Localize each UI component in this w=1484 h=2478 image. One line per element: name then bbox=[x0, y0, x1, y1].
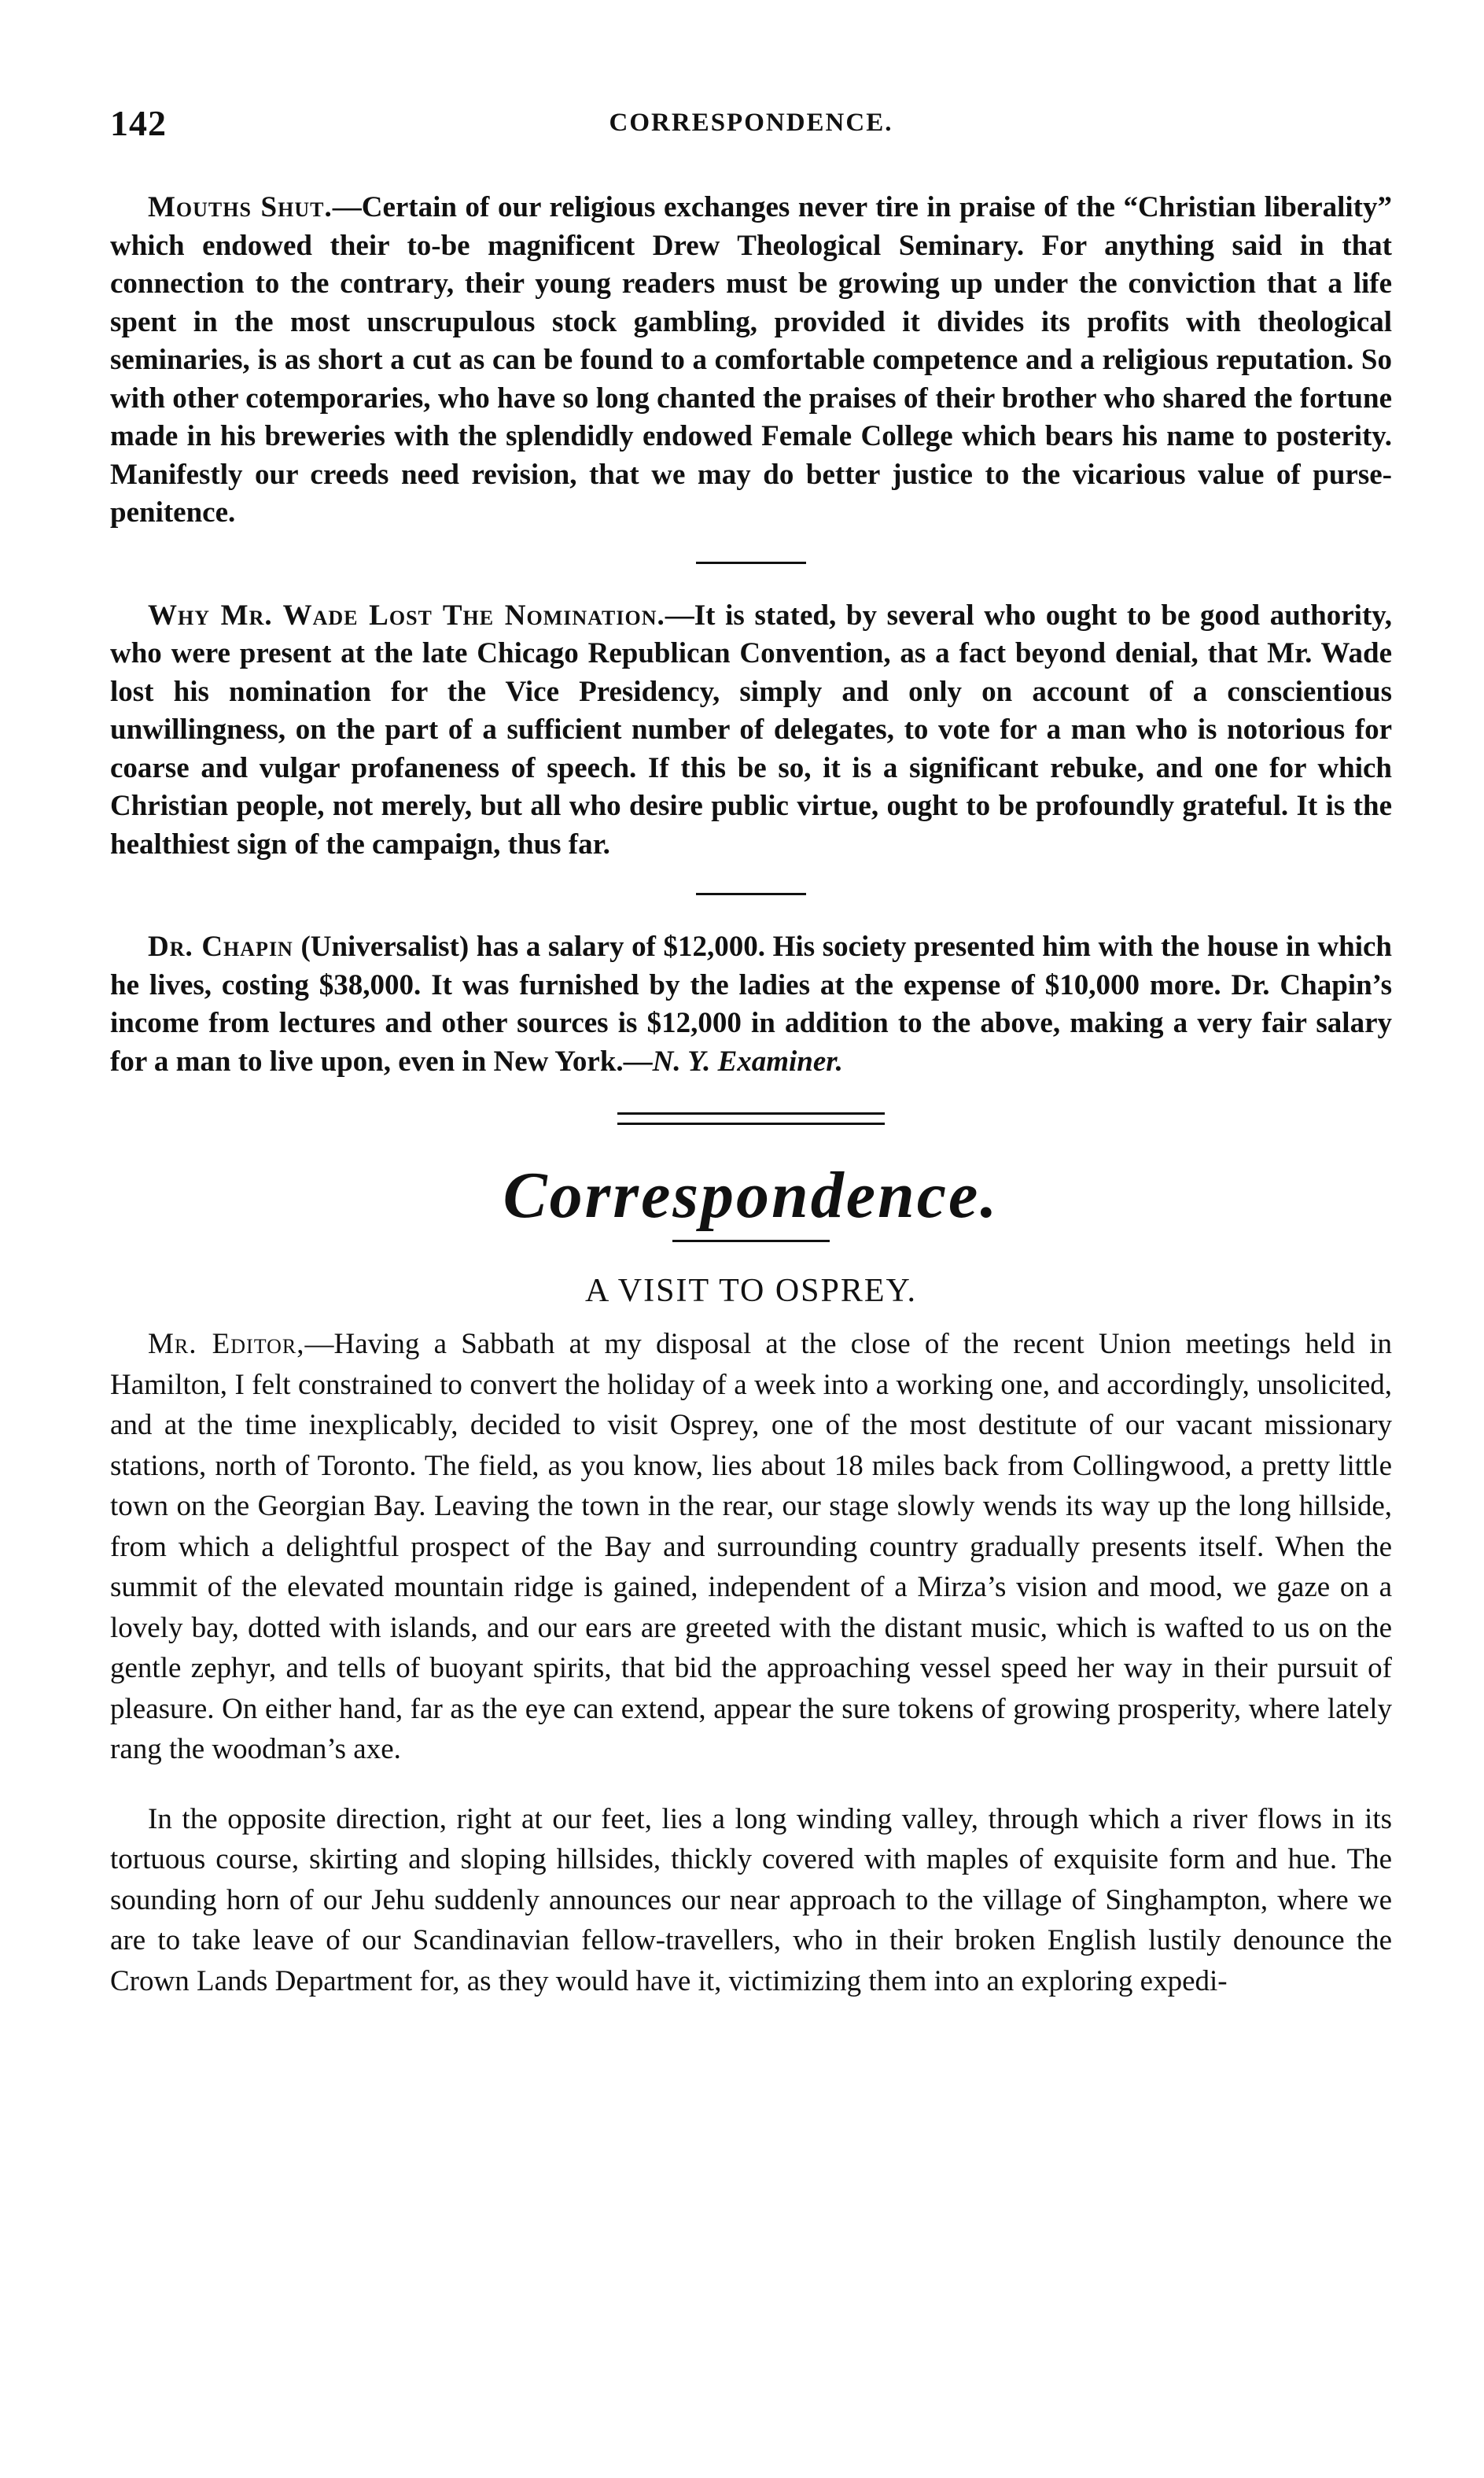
running-title: CORRESPONDENCE. bbox=[609, 109, 893, 137]
section-heading: Correspondence. bbox=[503, 1159, 1000, 1232]
heading-underline bbox=[672, 1240, 830, 1242]
divider-rule bbox=[696, 562, 806, 564]
item-source: N. Y. Examiner. bbox=[652, 1045, 843, 1078]
divider-rule bbox=[696, 893, 806, 895]
letter-salutation: Mr. Editor, bbox=[148, 1328, 305, 1360]
running-head bbox=[110, 94, 1392, 149]
letter-paragraph: In the opposite direction, right at our feet, lies a long winding valley, through which a river flows in its tortuous course, skirting and sloping hillsides, thickly covered with maples of exquisite form and hue. The sounding horn of our Jehu suddenly announces our near approach to the village of Singhampton, where we are to take leave of our Scandinavian fellow-travellers, who in their broken English lustily denounce the Crown Lands Department for, as they would have it, victimizing them into an exploring expedi- bbox=[110, 1802, 1392, 1997]
item-text: —It is stated, by several who ought to be good authority, who were present at the late Chicago Republican Convention, as a fact beyond denial, that Mr. Wade lost his nomination for the Vice Presidency, simply and only on account of a conscientious unwillingness, on the part of a sufficient number of delegates, to vote for a man who is notorious for coarse and vulgar profaneness of speech. If this be so, it is a significant rebuke, and one for which Christian people, not merely, but all who desire public virtue, ought to be profoundly grateful. It is the healthiest sign of the campaign, thus far. bbox=[110, 599, 1392, 861]
article-title: A VISIT TO OSPREY. bbox=[585, 1273, 917, 1309]
item-mouths-shut bbox=[110, 189, 1392, 533]
page-number: 142 bbox=[110, 103, 167, 143]
item-lead: Mouths Shut. bbox=[148, 191, 333, 223]
section-double-rule bbox=[617, 1112, 885, 1125]
item-wade-nomination bbox=[110, 597, 1392, 865]
item-text: —Certain of our religious exchanges never tire in praise of the “Christian liberality” which endowed their to-be magnificent Drew Theological Seminary. For anything said in that connection to the contrary, their young readers must be growing up under the conviction that a life spent in the most unscrupulous stock gambling, provided it divides its profits with theological seminaries, is as short a cut as can be found to a comfortable competence and a religious reputation. So with other cotemporaries, who have so long chanted the praises of their brother who shared the fortune made in his breweries with the splendidly endowed Female College which bears his name to posterity. Manifestly our creeds need revision, that we may do better justice to the vicarious value of purse-penitence. bbox=[110, 191, 1392, 529]
item-text: (Universalist) has a salary of $12,000. His society presented him with the house in which he lives, costing $38,000. It was furnished by the ladies at the expense of $10,000 more. Dr. Chapin’s income from lectures and other sources is $12,000 in addition to the above, making a very fair salary for a man to live upon, even in New York.— bbox=[110, 931, 1392, 1078]
item-lead: Dr. Chapin bbox=[148, 931, 293, 963]
letter-text: —Having a Sabbath at my disposal at the close of the recent Union meetings held in Hamilton, I felt constrained to convert the holiday of a week into a working one, and accordingly, unsolicited, and at the time inexplicably, decided to visit Osprey, one of the most destitute of our vacant missionary stations, north of Toronto. The field, as you know, lies about 18 miles back from Collingwood, a pretty little town on the Georgian Bay. Leaving the town in the rear, our stage slowly wends its way up the long hillside, from which a delightful prospect of the Bay and surrounding country gradually presents itself. When the summit of the elevated mountain ridge is gained, independent of a Mirza’s vision and mood, we gaze on a lovely bay, dotted with islands, and our ears are greeted with the distant music, which is wafted to us on the gentle zephyr, and tells of buoyant spirits, that bid the approaching vessel speed her way in their pursuit of pleasure. On either hand, far as the eye can extend, appear the sure tokens of growing prosperity, where lately rang the woodman’s axe. bbox=[110, 1328, 1392, 1765]
item-dr-chapin bbox=[110, 928, 1392, 1081]
page bbox=[110, 94, 1392, 2030]
item-lead: Why Mr. Wade Lost The Nomination. bbox=[148, 599, 665, 632]
letter-paragraph bbox=[110, 1324, 1392, 1770]
